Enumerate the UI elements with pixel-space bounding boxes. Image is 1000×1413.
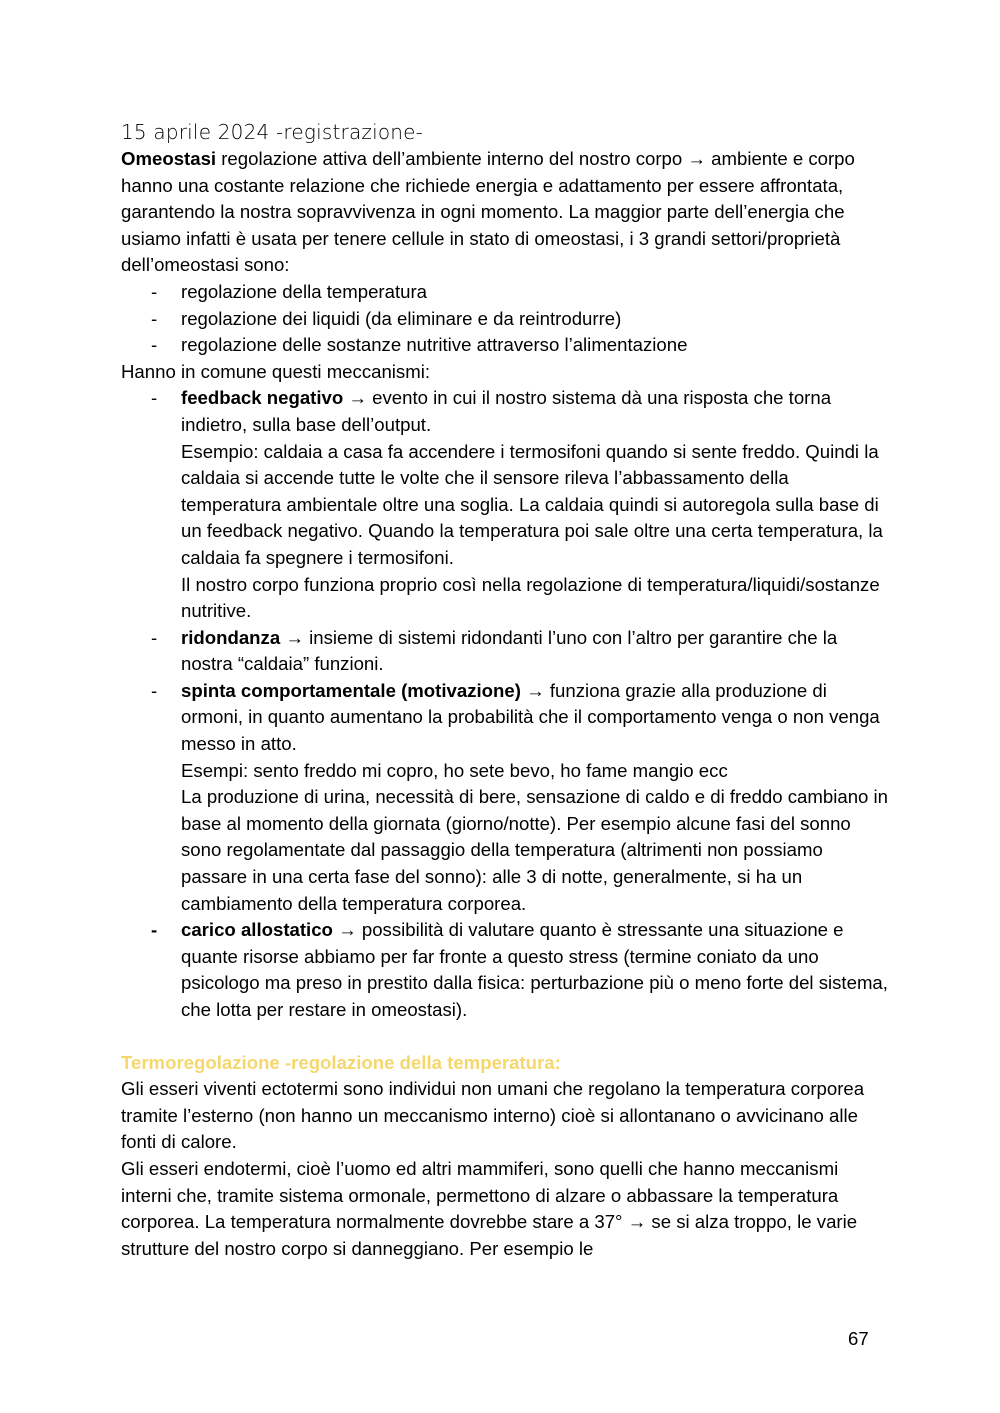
mechanism-note: La produzione di urina, necessità di bere, sensazione di caldo e di freddo cambiano in base al momento della giornata (giorno/notte). Per esempio alcune fasi del sonno sono regolamentate dal passaggio della temperatura (altrimenti non possiamo passare in una certa fase del sonno): alle 3 di notte, generalmente, si ha un cambiamento della temperatura corporea.: [181, 786, 889, 914]
mechanism-ridondanza: [121, 625, 891, 678]
list-item: [121, 279, 891, 306]
mechanism-text: → evento in cui il nostro sistema dà una risposta che torna indietro, sulla base dell’output.: [181, 387, 832, 435]
list-item: [121, 306, 891, 333]
mechanism-example: Esempio: caldaia a casa fa accendere i termosifoni quando si sente freddo. Quindi la caldaia si accende tutte le volte che il sensore rileva l’abbassamento della temperatura ambientale oltre una soglia. La caldaia quindi si autoregola sulla base di un feedback negativo. Quando la temperatura poi sale oltre una certa temperatura, la caldaia fa spegnere i termosifoni.: [181, 440, 883, 568]
bullet: -: [151, 679, 158, 701]
mechanism-spinta-comportamentale: [121, 678, 891, 917]
common-intro: Hanno in comune questi meccanismi:: [121, 360, 431, 382]
mechanism-term: carico allostatico: [181, 919, 333, 941]
mechanism-example: Esempi: sento freddo mi copro, ho sete bevo, ho fame mangio ecc: [181, 759, 728, 781]
mechanism-term: spinta comportamentale (motivazione): [181, 679, 521, 701]
mechanism-text: → possibilità di valutare quanto è stressante una situazione e quante risorse abbiamo per far fronte a questo stress (termine coniato da uno psicologo ma preso in prestito dalla fisica: perturbazione più o meno forte del sistema, che lotta per restare in omeostasi).: [181, 919, 888, 1020]
bullet: -: [151, 334, 158, 356]
properties-list: [121, 279, 891, 359]
bullet: -: [151, 280, 158, 302]
list-item: [121, 332, 891, 359]
term-omeostasi: Omeostasi: [121, 148, 217, 169]
list-item-text: regolazione della temperatura: [181, 280, 428, 302]
bullet: -: [151, 387, 158, 409]
section-title: Termoregolazione -regolazione della temperatura:: [121, 1051, 561, 1073]
paragraph-endotermi: Gli esseri endotermi, cioè l’uomo ed altri mammiferi, sono quelli che hanno meccanismi interni che, tramite sistema ormonale, permettono di alzare o abbassare la temperatura corporea. La temperatura normalmente dovrebbe stare a 37° → se si alza troppo, le varie strutture del nostro corpo si danneggiano. Per esempio le: [121, 1157, 858, 1259]
paragraph-ectotermi: Gli esseri viventi ectotermi sono individui non umani che regolano la temperatura corporea tramite l’esterno (non hanno un meccanismo interno) cioè si allontanano o avvicinano alle fonti di calore.: [121, 1078, 865, 1153]
mechanism-feedback-negativo: [121, 385, 891, 624]
mechanism-carico-allostatico: [121, 917, 891, 1023]
list-item-text: regolazione delle sostanze nutritive attraverso l’alimentazione: [181, 334, 688, 356]
intro-text: regolazione attiva dell’ambiente interno del nostro corpo → ambiente e corpo hanno una costante relazione che richiede energia e adattamento per essere affrontata, garantendo la nostra sopravvivenza in ogni momento. La maggior parte dell’energia che usiamo infatti è usata per tenere cellule in stato di omeostasi, i 3 grandi settori/proprietà dell’omeostasi sono:: [121, 148, 855, 276]
bullet: -: [151, 626, 158, 648]
page-number: 67: [848, 1328, 869, 1349]
bullet: -: [151, 307, 158, 329]
mechanism-text: → funziona grazie alla produzione di ormoni, in quanto aumentano la probabilità che il comportamento venga o non venga messo in atto.: [181, 679, 880, 755]
date-heading: 15 aprile 2024 -registrazione-: [121, 120, 424, 144]
mechanism-term: ridondanza: [181, 626, 281, 648]
page-content: [121, 118, 891, 1262]
mechanism-text: → insieme di sistemi ridondanti l’uno con l’altro per garantire che la nostra “caldaia” funzioni.: [181, 626, 838, 675]
bullet: -: [151, 919, 158, 941]
mechanism-note: Il nostro corpo funziona proprio così nella regolazione di temperatura/liquidi/sostanze nutritive.: [181, 573, 880, 622]
mechanism-term: feedback negativo: [181, 387, 344, 409]
intro-paragraph: [121, 146, 891, 279]
mechanisms-list: [121, 385, 891, 1023]
list-item-text: regolazione dei liquidi (da eliminare e da reintrodurre): [181, 307, 622, 329]
